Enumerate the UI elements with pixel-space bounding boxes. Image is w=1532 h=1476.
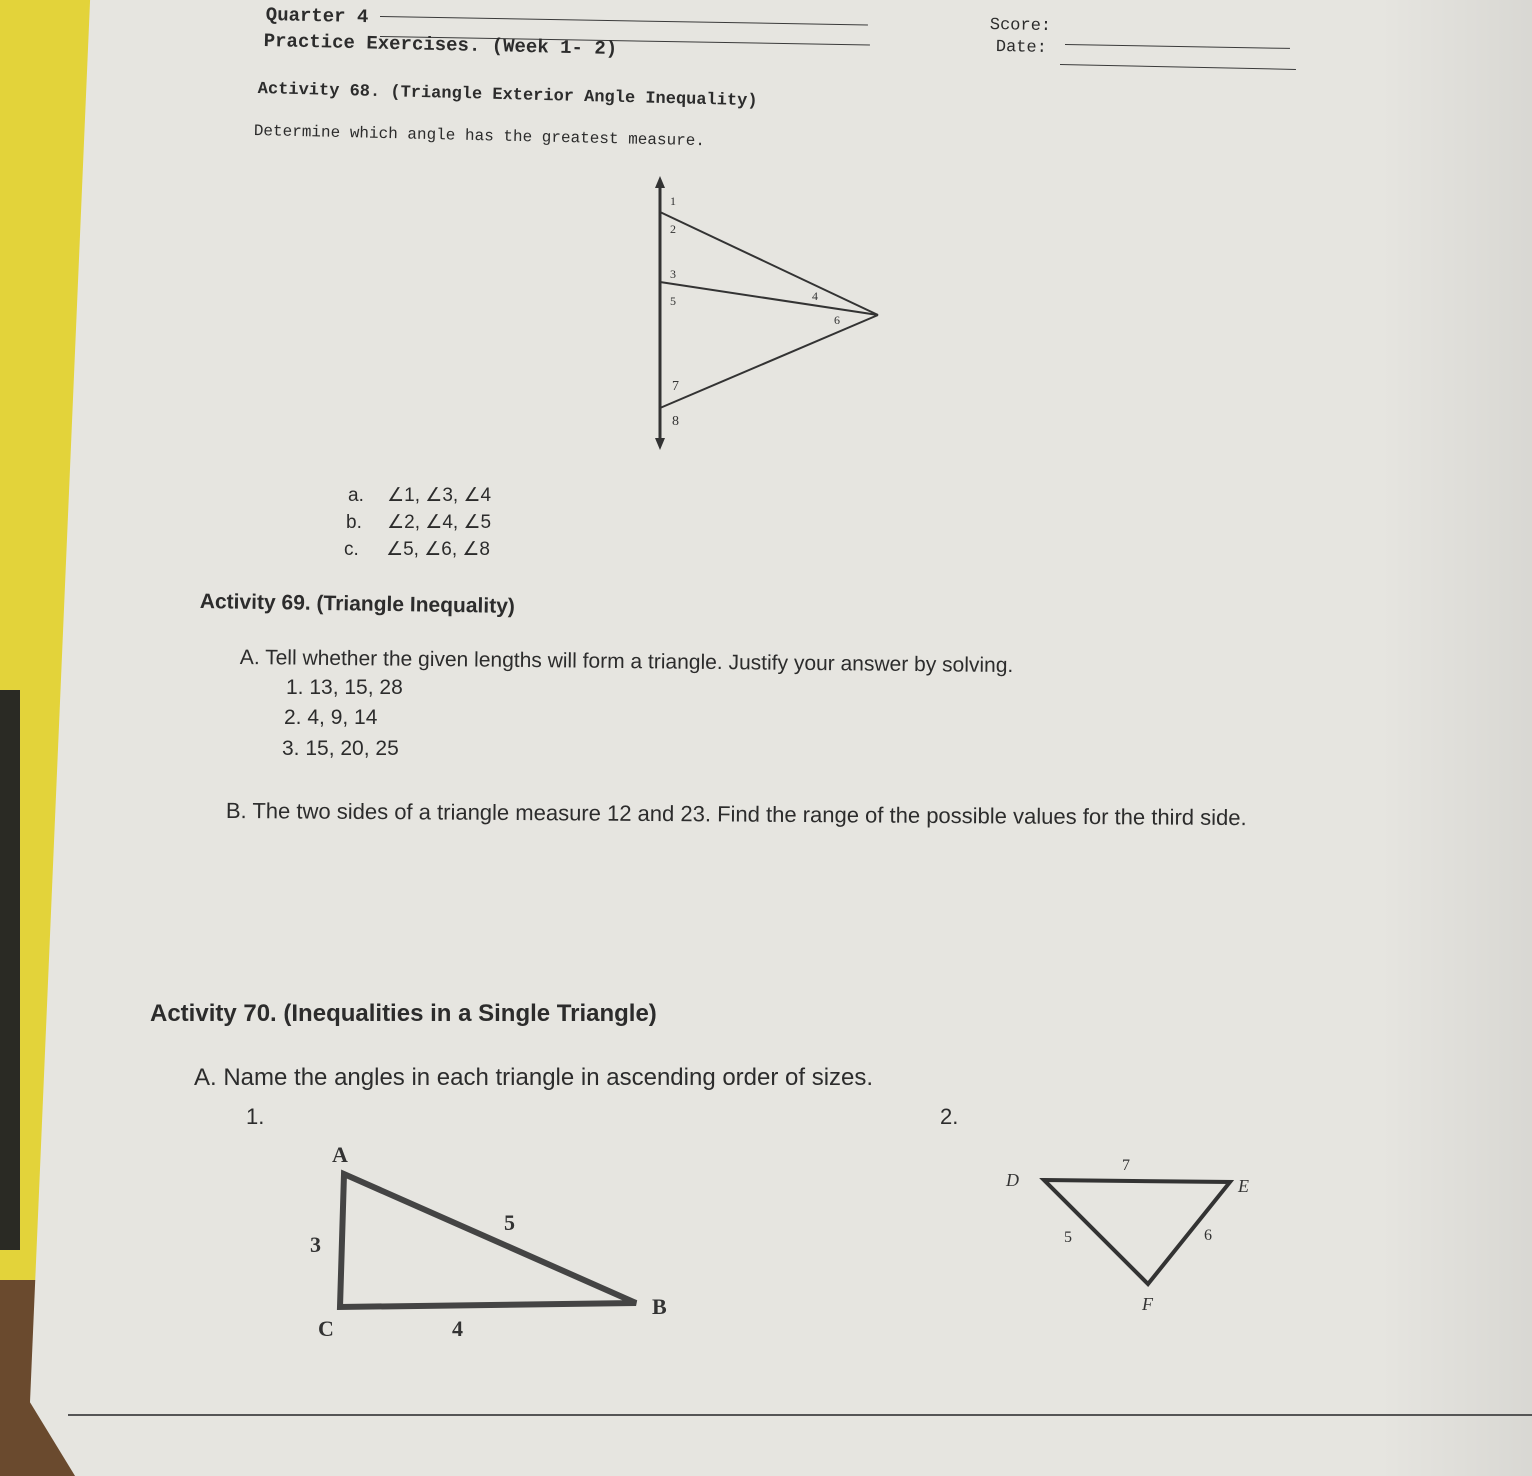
activity68-title: Activity 68. (Triangle Exterior Angle Inequality) bbox=[257, 80, 758, 112]
quarter-label: Quarter 4 bbox=[265, 4, 369, 29]
bottom-rule bbox=[68, 1414, 1532, 1416]
angle-label-7: 7 bbox=[672, 379, 679, 394]
choice-letter: c. bbox=[344, 539, 359, 560]
item-1: 1. 13, 15, 28 bbox=[286, 676, 403, 699]
triangle-def bbox=[1000, 1150, 1270, 1320]
item-2: 2. 4, 9, 14 bbox=[284, 706, 378, 729]
choice-c bbox=[344, 538, 490, 561]
item-number-2: 2. bbox=[940, 1104, 959, 1129]
angle-label-4: 4 bbox=[812, 289, 818, 303]
upper-side bbox=[660, 212, 878, 315]
angle-label-5: 5 bbox=[670, 294, 676, 308]
folder-shadow bbox=[0, 690, 20, 1250]
practice-title: Practice Exercises. (Week 1- 2) bbox=[263, 30, 618, 61]
vertex-A: A bbox=[332, 1142, 348, 1167]
activity69-title: Activity 69. (Triangle Inequality) bbox=[199, 590, 516, 618]
vertex-D: D bbox=[1006, 1170, 1019, 1190]
vertex-B: B bbox=[652, 1294, 667, 1319]
arrow-down bbox=[655, 438, 665, 450]
choice-text: ∠5, ∠6, ∠8 bbox=[386, 539, 490, 560]
activity68-instruction: Determine which angle has the greatest measure. bbox=[253, 122, 706, 151]
choice-a bbox=[348, 484, 491, 507]
score-label: Score: bbox=[989, 16, 1052, 37]
side-DE-length: 7 bbox=[1122, 1157, 1130, 1174]
triangle-abc-shape bbox=[340, 1174, 636, 1307]
date-label: Date: bbox=[995, 38, 1048, 58]
vertex-C: C bbox=[318, 1316, 334, 1341]
angle-label-1: 1 bbox=[670, 194, 676, 208]
activity69-partA: A. Tell whether the given lengths will form a triangle. Justify your answer by solving. bbox=[239, 646, 1014, 678]
angle-label-3: 3 bbox=[670, 267, 676, 281]
triangle-abc bbox=[300, 1140, 667, 1350]
item-number-1: 1. bbox=[246, 1104, 265, 1129]
vertex-E: E bbox=[1238, 1176, 1249, 1196]
side-AC-length: 3 bbox=[310, 1232, 321, 1257]
choice-text: ∠2, ∠4, ∠5 bbox=[387, 512, 492, 533]
angle-figure bbox=[640, 172, 880, 452]
side-AB-length: 5 bbox=[504, 1210, 515, 1235]
side-DF-length: 5 bbox=[1064, 1229, 1072, 1246]
side-EF-length: 6 bbox=[1204, 1227, 1212, 1244]
activity70-partA: A. Name the angles in each triangle in ascending order of sizes. bbox=[194, 1064, 874, 1091]
activity69-partB: B. The two sides of a triangle measure 12 and 23. Find the range of the possible values for the third side. bbox=[225, 798, 1247, 831]
choice-b bbox=[346, 511, 491, 534]
choice-text: ∠1, ∠3, ∠4 bbox=[387, 485, 492, 506]
vertex-F: F bbox=[1142, 1294, 1153, 1314]
side-CB-length: 4 bbox=[452, 1316, 463, 1341]
angle-label-6: 6 bbox=[834, 313, 840, 327]
lower-side bbox=[660, 315, 878, 408]
paper-shade bbox=[1380, 0, 1532, 1476]
choice-letter: b. bbox=[346, 512, 362, 533]
choice-letter: a. bbox=[348, 485, 364, 506]
arrow-up bbox=[655, 176, 665, 188]
activity70-title: Activity 70. (Inequalities in a Single Triangle) bbox=[150, 1000, 657, 1027]
angle-label-8: 8 bbox=[672, 414, 679, 429]
angle-label-2: 2 bbox=[670, 222, 676, 236]
item-3: 3. 15, 20, 25 bbox=[282, 737, 399, 760]
